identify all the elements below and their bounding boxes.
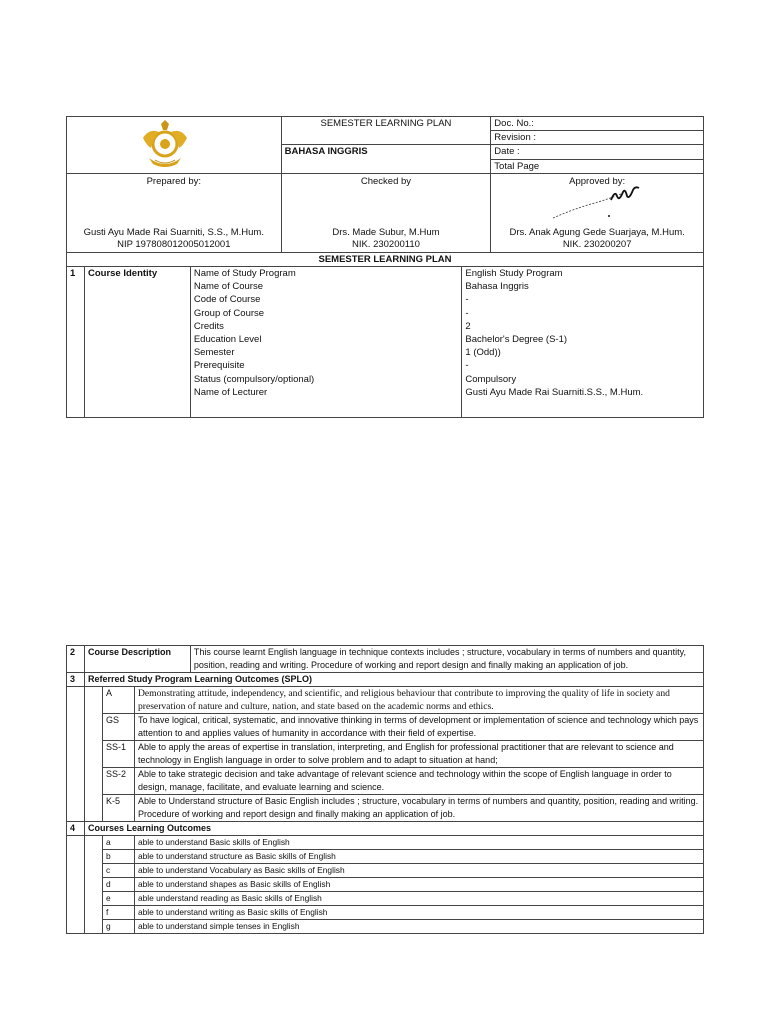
splo-code: A <box>102 687 134 714</box>
section-title: SEMESTER LEARNING PLAN <box>67 253 704 267</box>
doc-no: Doc. No.: <box>491 117 704 131</box>
field-label: Semester <box>193 347 235 359</box>
field-label: Name of Study Program <box>193 268 296 279</box>
checked-cell <box>281 174 491 253</box>
prepared-id: NIP 197808012005012001 <box>117 239 231 250</box>
prepared-label: Prepared by: <box>146 176 201 187</box>
field-value: Gusti Ayu Made Rai Suarniti.S.S., M.Hum. <box>465 386 644 398</box>
checked-label: Checked by <box>360 176 412 187</box>
field-value: English Study Program <box>465 268 563 279</box>
signature-scribble-icon <box>551 182 646 222</box>
field-value: Bahasa Inggris <box>465 281 529 293</box>
field-value: - <box>465 294 469 306</box>
clo-code: g <box>102 920 134 934</box>
clo-text: able understand reading as Basic skills of English <box>134 892 703 906</box>
splo-text: Able to apply the areas of expertise in translation, interpreting, and English for professional practitioner that are relevant to science and technology in English language in order to solve problem and to adapt to situation at hand; <box>134 741 703 768</box>
course-identity-table <box>66 266 704 418</box>
field-value: 2 <box>465 320 471 332</box>
clo-title: Courses Learning Outcomes <box>84 822 703 836</box>
clo-num: 4 <box>67 822 85 836</box>
splo-text: Able to Understand structure of Basic English includes ; structure, vocabulary in terms of numbers and quantity, position, reading and writing. Procedure of working and report design and finally making an application of job. <box>134 795 703 822</box>
clo-text: able to understand structure as Basic skills of English <box>134 850 703 864</box>
identity-label: Course Identity <box>84 267 190 418</box>
splo-text: To have logical, critical, systematic, and innovative thinking in terms of development or implementation of science and technology which pays attention to and applies values of humanity in accordance with their field of expertise. <box>134 714 703 741</box>
splo-code: GS <box>102 714 134 741</box>
field-value: - <box>465 307 469 319</box>
course-title: BAHASA INGGRIS <box>281 145 491 174</box>
approved-cell <box>491 174 704 253</box>
desc-label: Course Description <box>84 646 190 673</box>
field-label: Name of Lecturer <box>193 386 268 398</box>
field-value: - <box>465 360 469 372</box>
field-label: Status (compulsory/optional) <box>193 373 315 385</box>
field-label: Education Level <box>193 334 262 346</box>
splo-title: Referred Study Program Learning Outcomes (SPLO) <box>84 673 703 687</box>
splo-text: Demonstrating attitude, independency, and scientific, and religious behaviour that contribute to improving the quality of life in society and preservation of nature and culture, nation, and state based on the academic norms and ethics. <box>134 687 703 714</box>
field-label: Group of Course <box>193 307 265 319</box>
field-value: Compulsory <box>465 373 517 385</box>
splo-num: 3 <box>67 673 85 687</box>
clo-text: able to understand Basic skills of English <box>134 836 703 850</box>
field-label: Code of Course <box>193 294 261 306</box>
prepared-name: Gusti Ayu Made Rai Suarniti, S.S., M.Hum. <box>83 227 264 238</box>
clo-text: able to understand Vocabulary as Basic skills of English <box>134 864 703 878</box>
field-label: Credits <box>193 320 224 332</box>
approved-label: Approved by: <box>569 176 626 187</box>
desc-num: 2 <box>67 646 85 673</box>
field-label: Prerequisite <box>193 360 245 372</box>
field-value: 1 (Odd)) <box>465 347 501 359</box>
plan-title: SEMESTER LEARNING PLAN <box>281 117 491 145</box>
approved-name: Drs. Anak Agung Gede Suarjaya, M.Hum. <box>509 227 685 238</box>
identity-values <box>462 267 704 418</box>
approved-id: NIK. 230200207 <box>562 239 632 250</box>
clo-code: b <box>102 850 134 864</box>
revision: Revision : <box>491 131 704 145</box>
field-label: Name of Course <box>193 281 263 293</box>
header-table <box>66 116 704 267</box>
checked-name: Drs. Made Subur, M.Hum <box>332 227 440 238</box>
clo-code: e <box>102 892 134 906</box>
clo-code: a <box>102 836 134 850</box>
outcomes-table <box>66 645 704 934</box>
date: Date : <box>491 145 704 160</box>
clo-text: able to understand simple tenses in English <box>134 920 703 934</box>
clo-code: c <box>102 864 134 878</box>
splo-code: SS-2 <box>102 768 134 795</box>
institution-logo-icon <box>139 120 191 170</box>
desc-text: This course learnt English language in technique contexts includes ; structure, vocabulary in terms of numbers and quantity, position, reading and writing. Procedure of working and report design and finally making an application of job. <box>190 646 703 673</box>
clo-code: d <box>102 878 134 892</box>
splo-code: SS-1 <box>102 741 134 768</box>
identity-num: 1 <box>67 267 85 418</box>
field-value: Bachelor's Degree (S-1) <box>465 334 568 346</box>
logo-cell <box>67 117 282 174</box>
checked-id: NIK. 230200110 <box>351 239 420 250</box>
clo-text: able to understand shapes as Basic skills of English <box>134 878 703 892</box>
clo-text: able to understand writing as Basic skills of English <box>134 906 703 920</box>
prepared-cell <box>67 174 282 253</box>
clo-code: f <box>102 906 134 920</box>
identity-fields <box>190 267 462 418</box>
splo-text: Able to take strategic decision and take advantage of relevant science and technology within the scope of English language in order to design, manage, facilitate, and evaluate learning and science. <box>134 768 703 795</box>
splo-code: K-5 <box>102 795 134 822</box>
total-page: Total Page <box>491 160 704 174</box>
